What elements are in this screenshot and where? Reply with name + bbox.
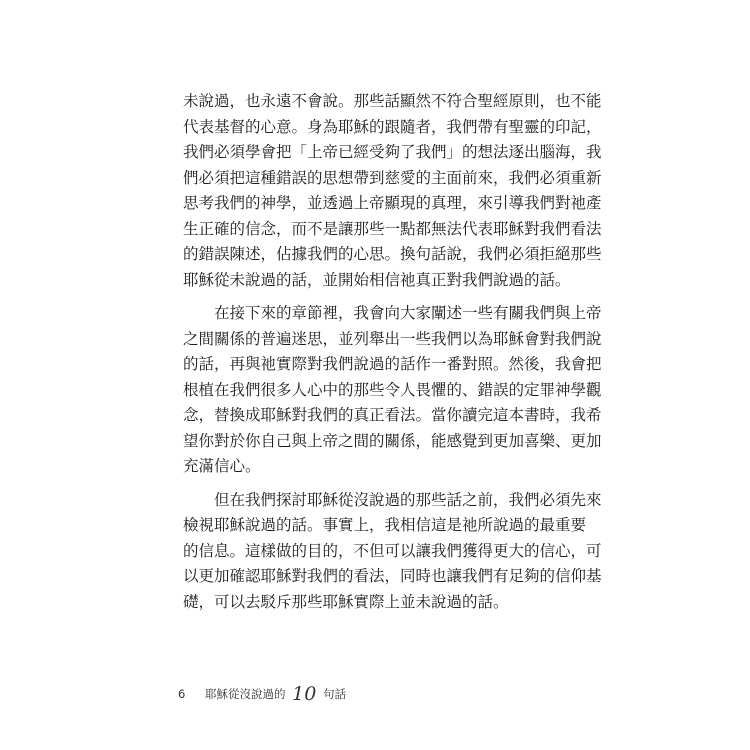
- book-title-number: 10: [292, 683, 317, 705]
- text-line: 之間關係的普遍迷思，並列舉出一些我們以為耶穌會對我們說: [183, 329, 602, 348]
- text-line: 檢視耶穌說過的話。事實上，我相信這是祂所說過的最重要: [183, 516, 587, 534]
- page-number: 6: [178, 687, 186, 701]
- book-title-prefix: 耶穌從沒說過的: [204, 687, 286, 701]
- text-line: 的錯誤陳述，佔據我們的心思。換句話說，我們必須拒絕那些: [183, 245, 602, 263]
- paragraph-gap: [183, 480, 578, 488]
- text-line: 在接下來的章節裡，我會向大家闡述一些有關我們與上帝: [214, 304, 602, 322]
- text-line: 充滿信心。: [183, 457, 261, 475]
- paragraph-1: [183, 89, 602, 293]
- text-line: 我們必須學會把「上帝已經受夠了我們」的想法逐出腦海，我: [183, 143, 602, 161]
- text-line: 望你對於你自己與上帝之間的關係，能感覺到更加喜樂、更加: [183, 431, 602, 450]
- page-body: [183, 89, 602, 615]
- text-line: 的話，再與祂實際對我們說過的話作一番對照。然後，我會把: [183, 355, 602, 373]
- text-line: 礎，可以去駁斥那些耶穌實際上並未說過的話。: [183, 592, 509, 611]
- text-line: 念，替換成耶穌對我們的真正看法。當你讀完這本書時，我希: [183, 406, 602, 424]
- paragraph-2: [183, 301, 602, 480]
- text-line: 思考我們的神學，並透過上帝顯現的真理，來引導我們對祂產: [183, 194, 602, 212]
- page-footer: [178, 683, 346, 705]
- text-line: 但在我們探討耶穌從沒說過的那些話之前，我們必須先來: [214, 490, 602, 509]
- text-line: 未說過，也永遠不會說。那些話顯然不符合聖經原則，也不能: [183, 92, 602, 110]
- text-line: 耶穌從未說過的話，並開始相信祂真正對我們說過的話。: [183, 270, 571, 289]
- text-line: 根植在我們很多人心中的那些令人畏懼的、錯誤的定罪神學觀: [183, 380, 602, 399]
- paragraph-3: [183, 488, 602, 616]
- text-line: 的信息。這樣做的目的，不但可以讓我們獲得更大的信心，可: [183, 541, 602, 560]
- paragraph-gap: [183, 293, 578, 301]
- text-line: 以更加確認耶穌對我們的看法，同時也讓我們有足夠的信仰基: [183, 567, 602, 585]
- text-line: 代表基督的心意。身為耶穌的跟隨者，我們帶有聖靈的印記，: [183, 117, 602, 136]
- book-title-suffix: 句話: [322, 687, 346, 701]
- text-line: 生正確的信念，而不是讓那些一點都無法代表耶穌對我們看法: [183, 219, 602, 238]
- text-line: 們必須把這種錯誤的思想帶到慈愛的主面前來，我們必須重新: [183, 168, 602, 187]
